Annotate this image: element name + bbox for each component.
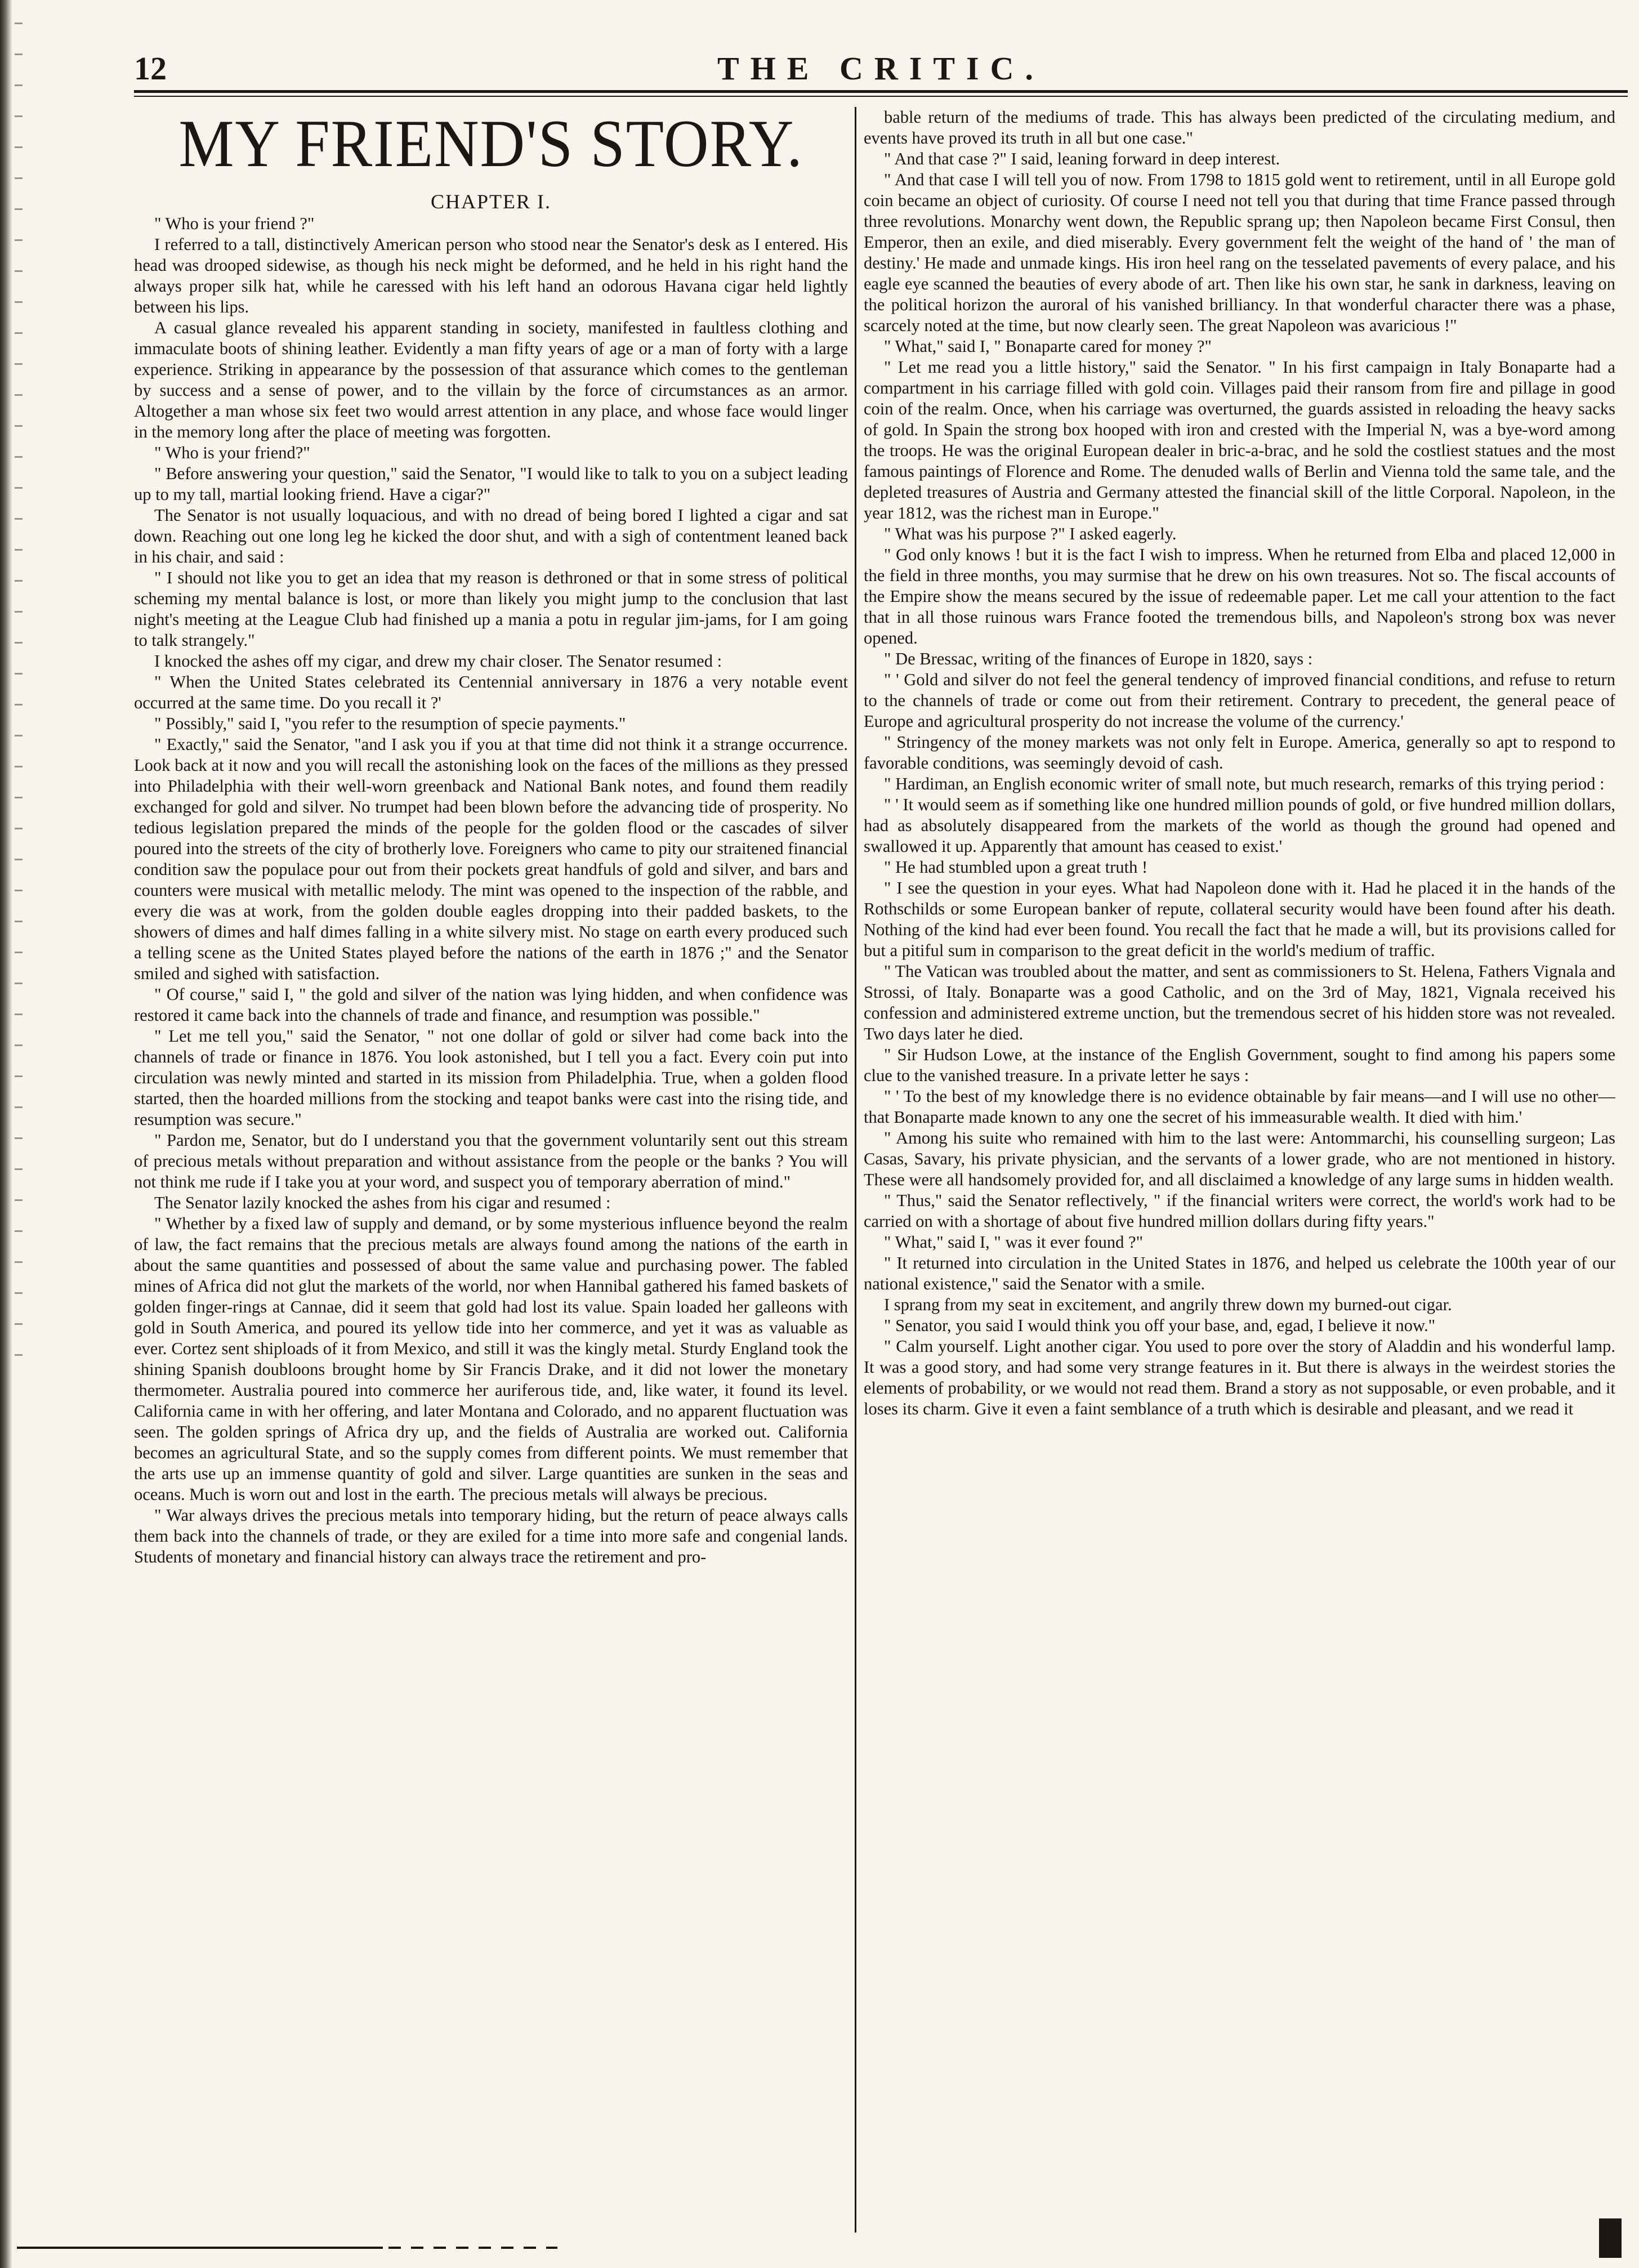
- footer-dash-rule: [388, 2247, 557, 2249]
- left-paragraphs: [134, 213, 848, 1568]
- scan-edge-shadow: [0, 0, 12, 2268]
- paragraph: " Pardon me, Senator, but do I understand you that the government voluntarily sent out this stream of precious metals without preparation and without assistance from the people or the banks ? You will not think me rude if I take you at your word, and suspect you of temporary aberration of mind.": [134, 1131, 848, 1191]
- paragraph: The Senator is not usually loquacious, and with no dread of being bored I lighted a cigar and sat down. Reaching out one long leg he kicked the door shut, and with a sigh of contentment leaned back in his chair, and said :: [134, 506, 848, 566]
- paragraph: " Sir Hudson Lowe, at the instance of the English Government, sought to find among his papers some clue to the vanished treasure. In a private letter he says :: [864, 1045, 1615, 1085]
- paragraph: " God only knows ! but it is the fact I wish to impress. When he returned from Elba and placed 12,000 in the field in three months, you may surmise that he drew on his own treasures. Not so. The fiscal accounts of the Empire show the means secured by the issue of redeemable paper. Let me call your attention to the fact that in all those ruinous wars France footed the tremendous bills, and Napoleon's strong box was never opened.: [864, 545, 1615, 648]
- paragraph: " He had stumbled upon a great truth !: [884, 858, 1148, 877]
- paragraph: " Who is your friend ?": [154, 214, 315, 233]
- paragraph: " War always drives the precious metals into temporary hiding, but the return of peace always calls them back into the channels of trade, or they are exiled for a time into more safe and congenial lands. Students of monetary and financial history can always trace the retirement and pro-: [134, 1506, 848, 1566]
- paragraph: " Thus," said the Senator reflectively, " if the financial writers were correct, the world's work had to be carried on with a shortage of about five hundred million dollars during fifty years.": [864, 1191, 1615, 1231]
- paragraph: " Possibly," said I, "you refer to the resumption of specie payments.": [154, 714, 626, 733]
- paragraph: " ' To the best of my knowledge there is no evidence obtainable by fair means—and I will use no other—that Bonaparte made known to any one the secret of his immeasurable wealth. It died with him.': [864, 1087, 1615, 1127]
- header-rule: [134, 90, 1628, 93]
- page-number: 12: [134, 50, 167, 87]
- paragraph: " Stringency of the money markets was not only felt in Europe. America, generally so apt to respond to favorable conditions, was seemingly devoid of cash.: [864, 733, 1615, 773]
- right-paragraphs: [864, 107, 1615, 1419]
- running-title: THE CRITIC.: [717, 50, 1044, 87]
- paragraph: " Hardiman, an English economic writer of small note, but much research, remarks of this trying period :: [884, 774, 1605, 793]
- story-title: MY FRIEND'S STORY.: [178, 107, 803, 181]
- paragraph: " Let me read you a little history," said the Senator. " In his first campaign in Italy Bonaparte had a compartment in his carriage filled with gold coin. Villages paid their ransom from fire and pillage in good coin of the realm. Once, when his carriage was overturned, the guards assisted in reloading the heavy sacks of gold. In Spain the strong box hooped with iron and crested with the Imperial N, was a bye-word among the troops. He was the original European dealer in bric-a-brac, and he sold the costliest statues and the most famous paintings of Florence and Rome. The denuded walls of Berlin and Vienna told the same tale, and the depleted treasures of Austria and Germany attested the financial skill of the little Corporal. Napoleon, in the year 1812, was the richest man in Europe.": [864, 358, 1615, 523]
- header-rule-thin: [134, 96, 1628, 97]
- scan-corner-mark: [1599, 2218, 1622, 2258]
- paragraph: " What was his purpose ?" I asked eagerly.: [884, 524, 1177, 543]
- footer-rule: [17, 2247, 383, 2249]
- paragraph: " Exactly," said the Senator, "and I ask you if you at that time did not think it a strange occurrence. Look back at it now and you will recall the astonishing look on the faces of the millions as they pressed into Philadelphia with their well-worn greenback and National Bank notes, and found them readily exchanged for gold and silver. No trumpet had been blown before the advancing tide of prosperity. No tedious legislation prepared the minds of the people for the golden flood or the cascades of silver poured into the streets of the city of brotherly love. Foreigners who came to pity our straitened financial condition saw the populace pour out from their pockets great handfuls of gold and silver, and bars and counters were musical with metallic melody. The mint was opened to the inspection of the rabble, and every die was at work, from the golden double eagles dropping into their padded baskets, to the showers of dimes and half dimes falling in a white silvery mist. No stage on earth every produced such a telling scene as the United States played before the nations of the earth in 1876 ;" and the Senator smiled and sighed with satisfaction.: [134, 735, 848, 983]
- paragraph: " And that case ?" I said, leaning forward in deep interest.: [884, 149, 1280, 168]
- paragraph: " ' It would seem as if something like one hundred million pounds of gold, or five hundred million dollars, had as absolutely disappeared from the markets of the world as though the ground had opened and swallowed it up. Apparently that amount has ceased to exist.': [864, 795, 1615, 856]
- right-column: [864, 107, 1615, 2233]
- paragraph: The Senator lazily knocked the ashes from his cigar and resumed :: [154, 1193, 611, 1212]
- column-divider: [855, 107, 856, 2233]
- paragraph: I sprang from my seat in excitement, and angrily threw down my burned-out cigar.: [884, 1295, 1452, 1314]
- paragraph: " And that case I will tell you of now. From 1798 to 1815 gold went to retirement, until in all Europe gold coin became an object of curiosity. Of course I need not tell you that during that time France passed through three revolutions. Monarchy went down, the Republic sprang up; then Napoleon became First Consul, then Emperor, then an exile, and died miserably. Every government felt the weight of the hand of ' the man of destiny.' He made and unmade kings. His iron heel rang on the tesselated pavements of every palace, and his eagle eye scanned the beauties of every abode of art. Then like his own star, he sank in darkness, leaving on the political horizon the auroral of his vanished brilliancy. In that wonderful character there was a phase, scarcely noted at the time, but now clearly seen. The great Napoleon was avaricious !": [864, 170, 1615, 335]
- scan-edge-marks: [15, 23, 23, 1374]
- paragraph: " The Vatican was troubled about the matter, and sent as commissioners to St. Helena, Fathers Vignala and Strossi, of Italy. Bonaparte was a good Catholic, and on the 3rd of May, 1821, Vignala received his confession and administered extreme unction, but the tremendous secret of his hidden store was not revealed. Two days later he died.: [864, 962, 1615, 1043]
- paragraph: " Who is your friend?": [154, 443, 310, 462]
- page-header: [134, 50, 1628, 89]
- paragraph: " Senator, you said I would think you off your base, and, egad, I believe it now.": [884, 1316, 1436, 1335]
- paragraph: I knocked the ashes off my cigar, and drew my chair closer. The Senator resumed :: [154, 651, 722, 671]
- paragraph: I referred to a tall, distinctively American person who stood near the Senator's desk as I entered. His head was drooped sidewise, as though his neck might be deformed, and he held in his right hand the always proper silk hat, while he caressed with his left hand an odorous Havana cigar held lightly between his lips.: [134, 235, 848, 316]
- paragraph: " ' Gold and silver do not feel the general tendency of improved financial conditions, and refuse to return to the channels of trade or come out from their retirement. Contrary to precedent, the general peace of Europe and agricultural prosperity do not increase the volume of the currency.': [864, 670, 1615, 731]
- paragraph: bable return of the mediums of trade. This has always been predicted of the circulating medium, and events have proved its truth in all but one case.": [864, 108, 1615, 148]
- paragraph: " What," said I, " was it ever found ?": [884, 1233, 1144, 1252]
- paragraph: " I see the question in your eyes. What had Napoleon done with it. Had he placed it in the hands of the Rothschilds or some European banker of repute, collateral security would have been found after his death. Nothing of the kind had ever been found. You recall the fact that he made a will, but its provisions called for but a pitiful sum in comparison to the great deficit in the world's medium of traffic.: [864, 878, 1615, 960]
- paragraph: " Calm yourself. Light another cigar. You used to pore over the story of Aladdin and his wonderful lamp. It was a good story, and had some very strange features in it. But there is always in the weirdest stories the elements of probability, or we would not read them. Brand a story as not supposable, or even probable, and it loses its charm. Give it even a faint semblance of a truth which is desirable and pleasant, and we read it: [864, 1337, 1615, 1418]
- paragraph: " De Bressac, writing of the finances of Europe in 1820, says :: [884, 649, 1313, 668]
- paragraph: " Of course," said I, " the gold and silver of the nation was lying hidden, and when confidence was restored it came back into the channels of trade and finance, and resumption was possible.": [134, 985, 848, 1025]
- paragraph: " What," said I, " Bonaparte cared for money ?": [884, 337, 1212, 356]
- chapter-heading: CHAPTER I.: [430, 190, 551, 213]
- paragraph: " I should not like you to get an idea that my reason is dethroned or that in some stress of political scheming my mental balance is lost, or more than likely you might jump to the conclusion that last night's meeting at the League Club had finished up a mania a potu in regular jim-jams, for I am going to talk strangely.": [134, 568, 848, 650]
- paragraph: " When the United States celebrated its Centennial anniversary in 1876 a very notable event occurred at the same time. Do you recall it ?': [134, 672, 848, 712]
- paragraph: " Let me tell you," said the Senator, " not one dollar of gold or silver had come back into the channels of trade or finance in 1876. You look astonished, but I tell you a fact. Every coin put into circulation was newly minted and started in its mission from Philadelphia. True, when a golden flood started, then the hoarded millions from the stocking and teapot banks were cast into the rising tide, and resumption was secure.": [134, 1026, 848, 1129]
- paragraph: " Before answering your question," said the Senator, "I would like to talk to you on a subject leading up to my tall, martial looking friend. Have a cigar?": [134, 464, 848, 504]
- paragraph: " It returned into circulation in the United States in 1876, and helped us celebrate the 100th year of our national existence," said the Senator with a smile.: [864, 1253, 1615, 1293]
- paragraph: " Among his suite who remained with him to the last were: Antommarchi, his counselling surgeon; Las Casas, Savary, his private physician, and the servants of a lower grade, who are not mentioned in history. These were all handsomely provided for, and all disclaimed a knowledge of any large sums in hidden wealth.: [864, 1128, 1615, 1189]
- paragraph: " Whether by a fixed law of supply and demand, or by some mysterious influence beyond the realm of law, the fact remains that the precious metals are always found among the nations of the earth in about the same quantities and possessed of about the same value and purchasing power. The fabled mines of Africa did not glut the markets of the world, nor when Hannibal gathered his famed baskets of golden finger-rings at Cannae, did it seem that gold had lost its value. Spain loaded her galleons with gold in South America, and poured its yellow tide into her commerce, and yet it was as valuable as ever. Cortez sent shiploads of it from Mexico, and still it was the kingly metal. Sturdy England took the shining Spanish doubloons brought home by Sir Francis Drake, and it did not lower the monetary thermometer. Australia poured into commerce her auriferous tide, and, like water, it found its level. California came in with her offering, and later Montana and Colorado, and no apparent fluctuation was seen. The golden springs of Africa dry up, and the fields of Australia are worked out. California becomes an agricultural State, and so the supply comes from different points. We must remember that the arts use up an immense quantity of gold and silver. Large quantities are sunken in the seas and oceans. Much is worn out and lost in the earth. The precious metals will always be precious.: [134, 1214, 848, 1504]
- paragraph: A casual glance revealed his apparent standing in society, manifested in faultless clothing and immaculate boots of shining leather. Evidently a man fifty years of age or a man of forty with a large experience. Striking in appearance by the possession of that assurance which comes to the gentleman by success and a sense of power, and to the villain by the force of circumstances as an armor. Altogether a man whose six feet two would arrest attention in any place, and whose face would linger in the memory long after the place of meeting was forgotten.: [134, 318, 848, 441]
- left-column: [134, 107, 848, 2233]
